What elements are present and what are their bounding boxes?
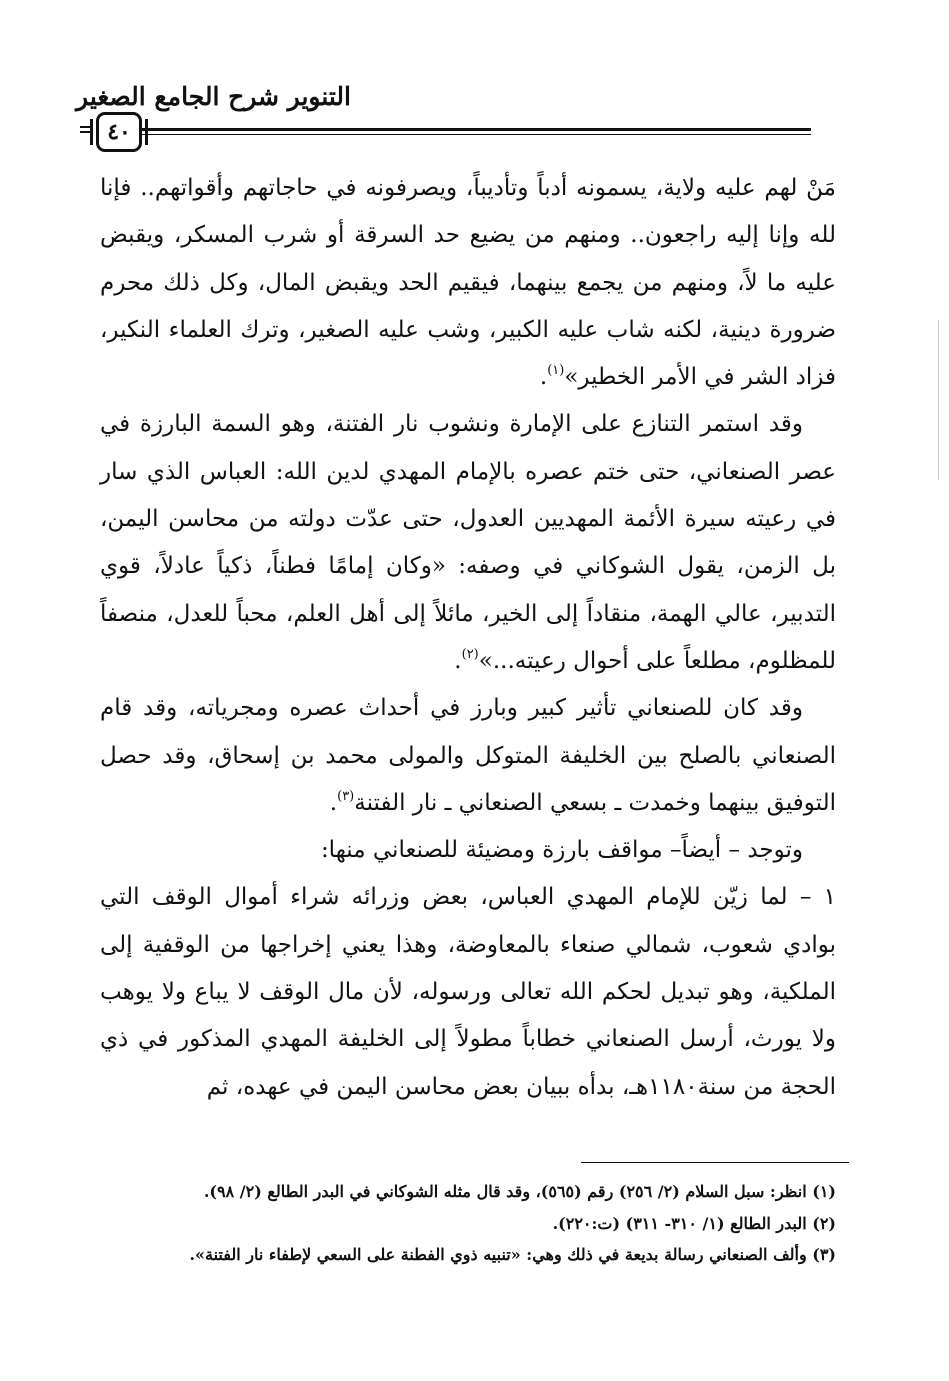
footnote-1: (١) انظر: سبل السلام (٢/ ٢٥٦) رقم (٥٦٥)، وقد قال مثله الشوكاني في البدر الطالع (٢/ ٩٨).: [203, 1182, 836, 1201]
header-double-rule: [141, 126, 811, 138]
footnote-separator: [581, 1162, 849, 1163]
paragraph-5: ١ – لما زيّن للإمام المهدي العباس، بعض وزرائه شراء أموال الوقف التي بوادي شعوب، شمالي صنعاء بالمعاوضة، وهذا يعني إخراجها من الوقفية إلى الملكية، وهو تبديل لحكم الله تعالى ورسوله، لأن مال الوقف لا يباع ولا يوهب ولا يورث، أرسل الصنعاني خطاباً مطولاً إلى الخليفة المهدي المذكور في ذي الحجة من سنة١١٨٠هـ، بدأه ببيان بعض محاسن اليمن في عهده، ثم: [100, 884, 836, 1100]
paragraph-3: [100, 685, 836, 827]
paragraph-1: [100, 165, 836, 401]
footnote-ref-3[interactable]: (٣): [337, 788, 355, 804]
paragraph-1-text: مَنْ لهم عليه ولاية، يسمونه أدباً وتأديباً، ويصرفونه في حاجاتهم وأقواتهم.. فإنا لله وإنا إليه راجعون.. ومنهم من يضيع حد السرقة أو شرب المسكر، ويقبض عليه ما لاً، ومنهم من يجمع بينهما، فيقيم الحد ويقبض المال، وكل ذلك محرم ضرورة دينية، لكنه شاب عليه الكبير، وشب عليه الصغير، وترك العلماء النكير، فزاد الشر في الأمر الخطير»: [100, 175, 836, 391]
paragraph-1-end: .: [539, 364, 548, 391]
paragraph-3-text: وقد كان للصنعاني تأثير كبير وبارز في أحداث عصره ومجرياته، وقد قام الصنعاني بالصلح بين الخليفة المتوكل والمولى محمد بن إسحاق، وقد حصل التوفيق بينهما وخمدت ـ بسعي الصنعاني ـ نار الفتنة: [100, 695, 836, 816]
page-number: [96, 112, 142, 152]
paragraph-2: [100, 401, 836, 685]
header-rule-thick: [141, 128, 811, 131]
main-text: [100, 165, 836, 1111]
header-rule-end-mark: [80, 124, 90, 136]
paragraph-4: وتوجد – أيضاً– مواقف بارزة ومضيئة للصنعاني منها:: [320, 837, 803, 864]
header-rule-thin: [141, 134, 811, 135]
running-header-title: التنوير شرح الجامع الصغير: [76, 82, 351, 111]
footnote-2: (٢) البدر الطالع (١/ ٣١٠- ٣١١) (ت:٢٢٠).: [552, 1213, 836, 1233]
footnote-ref-1[interactable]: (١): [547, 363, 565, 379]
page-edge-mark: [938, 320, 939, 480]
paragraph-2-text: وقد استمر التنازع على الإمارة ونشوب نار الفتنة، وهو السمة البارزة في عصر الصنعاني، حتى ختم عصره بالإمام المهدي لدين الله: العباس الذي سار في رعيته سيرة الأئمة المهديين العدول، حتى عدّت دولته من محاسن اليمن، بل الزمن، يقول الشوكاني في وصفه: «وكان إمامًا فطناً، ذكياً عادلاً، قوي التدبير، عالي الهمة، منقاداً إلى الخير، مائلاً إلى أهل العلم، محباً للعدل، منصفاً للمظلوم، مطلعاً على أحوال رعيته...»: [100, 411, 836, 674]
paragraph-2-end: .: [454, 647, 462, 674]
footnote-ref-2[interactable]: (٢): [461, 646, 479, 662]
paragraph-3-end: .: [329, 789, 338, 816]
page-number-value: ٤٠: [107, 119, 131, 145]
footnote-3: (٣) وألف الصنعاني رسالة بديعة في ذلك وهي: «تنبيه ذوي الفطنة على السعي لإطفاء نار الفتنة».: [189, 1245, 836, 1264]
footnotes: [100, 1176, 836, 1271]
